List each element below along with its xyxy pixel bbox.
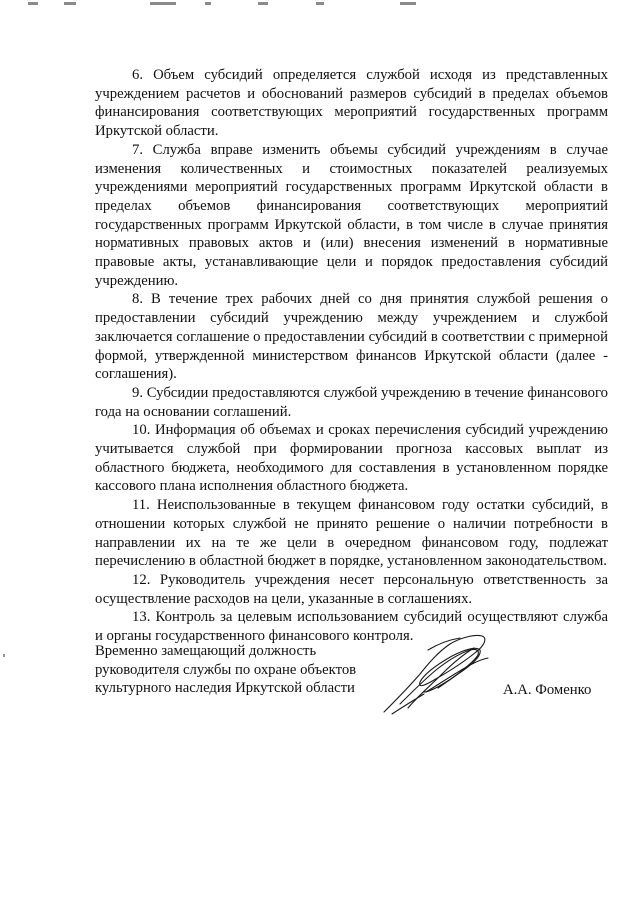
signatory-role — [95, 642, 395, 698]
handwritten-signature — [378, 630, 494, 716]
scan-artifact-top — [0, 0, 639, 8]
paragraph-9: 9. Субсидии предоставляются службой учреждению в течение финансового года на основании соглашений. — [95, 384, 608, 420]
document-body — [95, 66, 608, 646]
paragraph-8: 8. В течение трех рабочих дней со дня принятия службой решения о предоставлении субсидий учреждению между учреждением и службой заключается соглашение о предоставлении субсидий в соответствии с примерной формой, утвержденной министерством финансов Иркутской области (далее - соглашения). — [95, 291, 608, 383]
signature-block — [95, 640, 608, 720]
paragraph-10: 10. Информация об объемах и сроках перечисления субсидий учреждению учитывается службой при формировании прогноза кассовых выплат из областного бюджета, необходимого для составления в установленном порядке кассового плана исполнения областного бюджета. — [95, 422, 608, 495]
paragraph-12: 12. Руководитель учреждения несет персональную ответственность за осуществление расходов на цели, указанные в соглашениях. — [95, 571, 608, 607]
paragraph-13: 13. Контроль за целевым использованием субсидий осуществляют служба и органы государственного финансового контроля. — [95, 609, 608, 645]
paragraph-11: 11. Неиспользованные в текущем финансовом году остатки субсидий, в отношении которых службой не принято решение о наличии потребности в направлении их на те же цели в очередном финансовом году, подлежат перечислению в областной бюджет в порядке, установленном законодательством. — [95, 497, 608, 570]
signatory-role-line: Временно замещающий должность — [95, 643, 317, 659]
scan-artifact-left — [3, 654, 5, 657]
paragraph-7: 7. Служба вправе изменить объемы субсидий учреждениям в случае изменения количественных и стоимостных показателей реализуемых учреждениями мероприятий государственных программ Иркутской области в пределах объемов финансирования соответствующих мероприятий государственных программ Иркутской области, в том числе в случае принятия нормативных правовых актов и (или) внесения изменений в нормативные правовые акты, устанавливающие цели и порядок предоставления субсидий учреждению. — [95, 141, 608, 289]
signatory-role-line: культурного наследия Иркутской области — [95, 680, 355, 696]
signatory-role-line: руководителя службы по охране объектов — [95, 661, 357, 678]
paragraph-6: 6. Объем субсидий определяется службой исходя из представленных учреждением расчетов и обоснований размеров субсидий в пределах объемов финансирования соответствующих мероприятий государственных программ Иркутской области. — [95, 67, 608, 140]
signatory-name: А.А. Фоменко — [503, 682, 592, 698]
